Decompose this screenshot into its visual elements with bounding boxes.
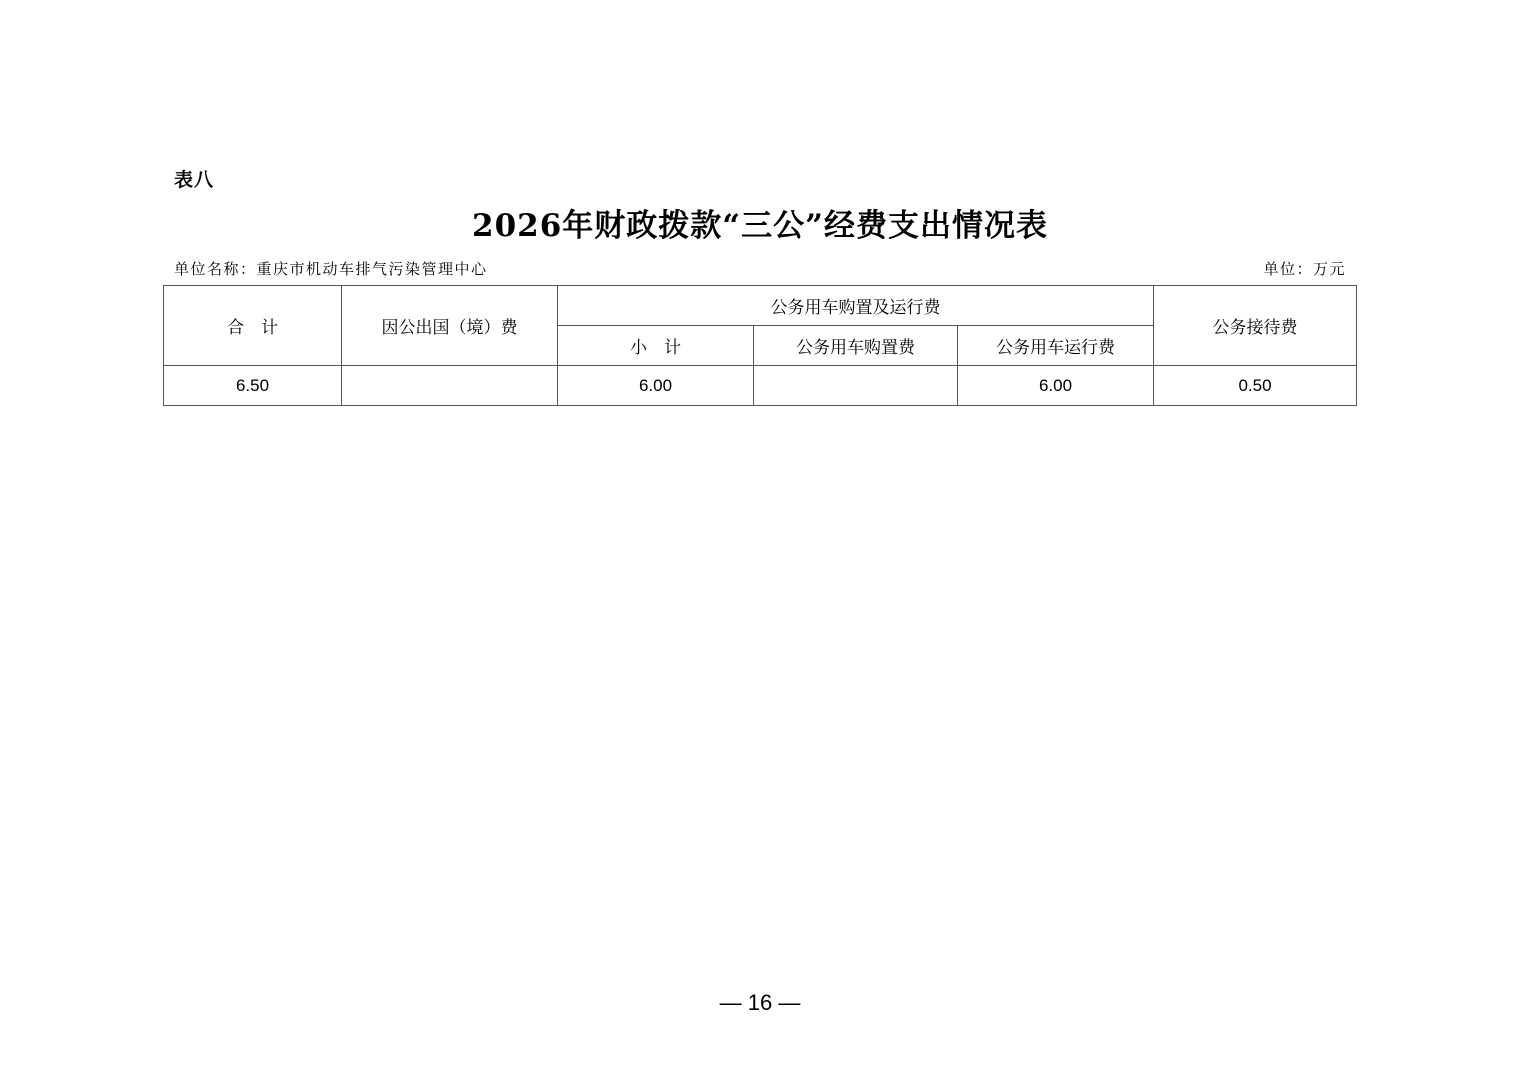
expenditure-table — [163, 285, 1357, 406]
header-total: 合 计 — [164, 286, 342, 366]
page-number: — 16 — — [719, 990, 801, 1015]
cell-reception: 0.50 — [1154, 366, 1357, 406]
unit-name: 单位名称：重庆市机动车排气污染管理中心 — [174, 260, 488, 278]
header-vehicle-purchase: 公务用车购置费 — [754, 326, 958, 366]
cell-vehicle-purchase — [754, 366, 958, 406]
header-reception: 公务接待费 — [1154, 286, 1357, 366]
header-overseas: 因公出国（境）费 — [342, 286, 558, 366]
document-title: 2026年财政拨款“三公”经费支出情况表 — [472, 208, 1048, 244]
header-vehicle-operation: 公务用车运行费 — [958, 326, 1154, 366]
header-vehicle-group: 公务用车购置及运行费 — [558, 286, 1154, 326]
table-label: 表八 — [174, 169, 215, 191]
unit-label: 单位：万元 — [1263, 260, 1346, 278]
cell-overseas — [342, 366, 558, 406]
cell-total: 6.50 — [164, 366, 342, 406]
cell-subtotal: 6.00 — [558, 366, 754, 406]
header-subtotal: 小 计 — [558, 326, 754, 366]
header-row-1 — [164, 286, 1357, 326]
table-row — [164, 366, 1357, 406]
cell-vehicle-operation: 6.00 — [958, 366, 1154, 406]
